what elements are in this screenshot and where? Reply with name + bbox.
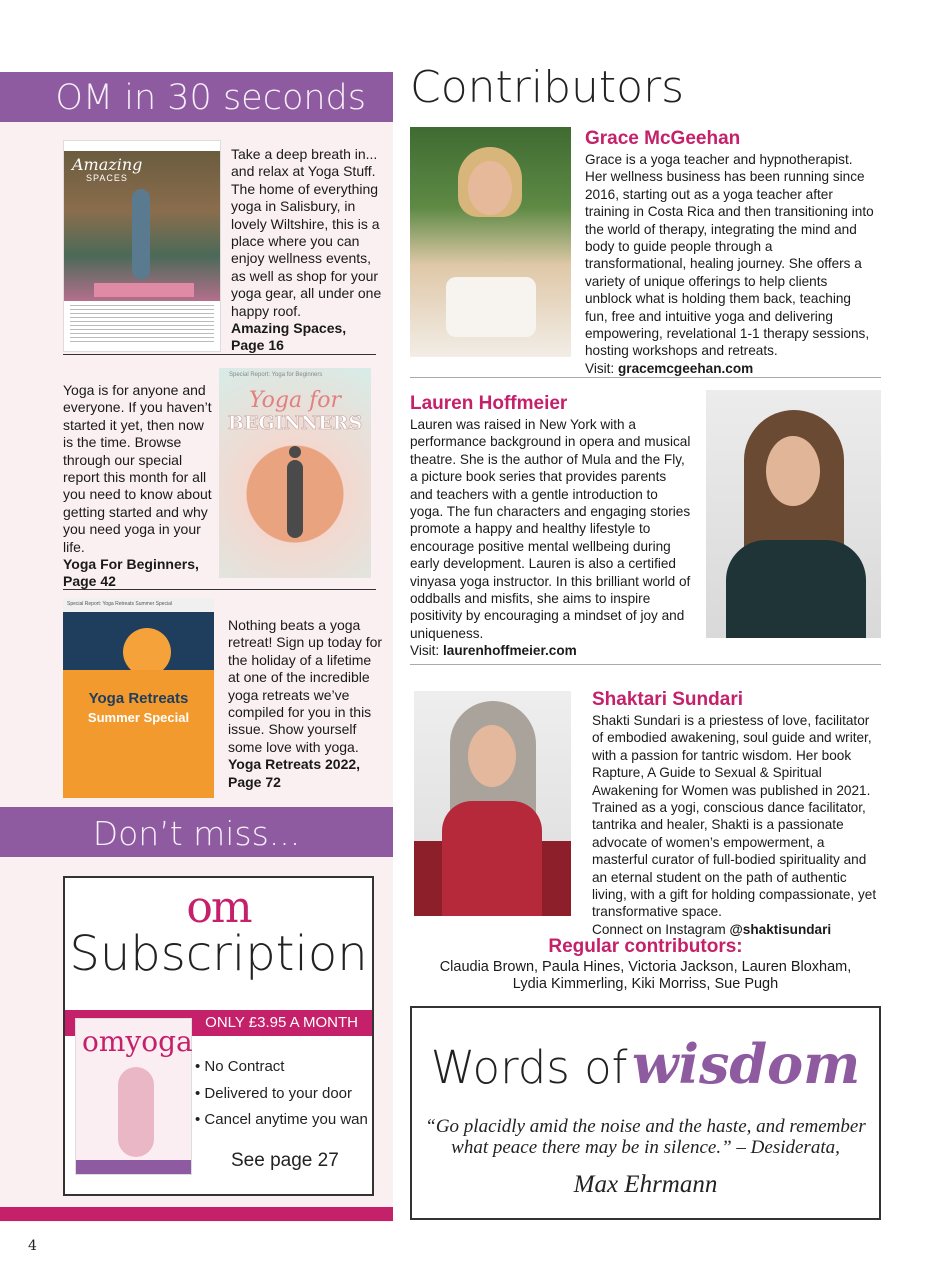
benefit-item: • Delivered to your door — [195, 1081, 368, 1108]
subscription-box[interactable] — [63, 876, 374, 1196]
teaser-beginners — [63, 382, 213, 591]
wisdom-title: Words of wisdom — [430, 1032, 861, 1096]
regular-contributors-title: Regular contributors: — [548, 936, 743, 957]
wisdom-author: Max Ehrmann — [573, 1171, 718, 1198]
words-of-wisdom-box — [410, 1006, 881, 1220]
thumb-small-label: Special Report: Yoga for Beginners — [229, 372, 323, 378]
visit-label: Visit: — [410, 643, 440, 659]
visit-label: Visit: — [585, 360, 615, 376]
thumb-title: Yoga for — [249, 388, 341, 413]
bio-text: Grace is a yoga teacher and hypnotherapist. Her wellness business has been running since 2016, starting out as a yoga teacher after training in Costa Rica and then transitioning into the world of therapy, integrating the mind and body to guide people through a transformational, healing journey. She offers a variety of unique offerings to help clients unblock what is holding them back, teaching fun, free and intuitive yoga and delivering empowering, revelational 1-1 therapy sessions, hosting workshops and retreats. — [585, 152, 874, 359]
subscription-benefits — [195, 1054, 368, 1134]
footer-bar — [0, 1207, 393, 1221]
see-page-link[interactable]: See page 27 — [231, 1150, 339, 1171]
teaser-ref-title[interactable]: Yoga Retreats 2022, — [228, 756, 361, 773]
bio-text: Lauren was raised in New York with a performance background in opera and musical theatre. She is the author of Mula and the Fly, a picture book series that provides parents and teachers with a gentle introduction to yoga. The fun characters and engaging stories promote a happy and healthy lifestyle to encourage positive mental wellbeing during early development. Lauren is also a certified vinyasa yoga instructor. In this brilliant world of oddballs and misfits, she aims to inspire positivity by encouraging a mindset of joy and uniqueness. — [410, 417, 691, 641]
teaser-amazing-spaces — [231, 146, 389, 355]
thumb-text-lines — [70, 305, 214, 345]
contributors-heading: Contributors — [410, 62, 685, 113]
magazine-cover — [75, 1018, 192, 1175]
om-in-30-banner: OM in 30 seconds — [0, 72, 393, 122]
divider — [63, 354, 376, 355]
bio-text: Shakti Sundari is a priestess of love, facilitator of embodied awakening, soul guide and writer, with a passion for tantric wisdom. Her book Rapture, A Guide to Sexual & Spiritual Awakening for Women was published in 2021. Trained as a yogi, conscious dance facilitator, tantrika and healer, Shakti is a passionate advocate of women’s empowerment, a masterful curator of full-bodied spirituality and an eternal student on the path of authentic living, with a gift for holding compassionate, yet transformative space. — [592, 713, 877, 920]
thumb-title-2: BEGINNERS — [227, 412, 363, 434]
wisdom-quote: “Go placidly amid the noise and the haste, and remember what peace there may be in silence.” – Desiderata, — [425, 1116, 866, 1158]
thumb-title-2: Summer Special — [87, 710, 190, 725]
teaser-retreats — [228, 617, 383, 791]
thumb-title: Yoga Retreats — [88, 690, 189, 707]
contributor-name: Lauren Hoffmeier — [410, 393, 568, 414]
regular-contributors-list: Claudia Brown, Paula Hines, Victoria Jackson, Lauren Bloxham, Lydia Kimmerling, Kiki Morriss, Sue Pugh — [439, 959, 852, 993]
instagram-link[interactable]: @shaktisundari — [729, 921, 832, 937]
divider — [410, 377, 881, 378]
divider — [63, 589, 376, 590]
page-number: 4 — [28, 1238, 37, 1254]
teaser-text: Take a deep breath in... and relax at Yoga Stuff. The home of everything yoga in Salisbury, in lovely Wiltshire, this is a place where you can enjoy wellness events, as well as shop for your yoga gear, all under one happy roof. — [231, 146, 382, 319]
dont-miss-banner: Don’t miss... — [0, 807, 393, 857]
om-logo: om — [186, 882, 251, 933]
teaser-text: Nothing beats a yoga retreat! Sign up today for the holiday of a lifetime at one of the incredible yoga retreats we’ve compiled for you in this issue. Show yourself some love with yoga. — [228, 617, 383, 755]
benefit-item: • Cancel anytime you wan — [195, 1107, 368, 1134]
contributor-bio — [585, 151, 877, 377]
cover-masthead: omyoga — [82, 1025, 193, 1058]
divider — [410, 664, 881, 665]
contributor-bio — [592, 712, 882, 938]
lauren-photo — [706, 390, 881, 638]
contributor-bio — [410, 416, 692, 660]
yoga-figure-icon — [289, 446, 301, 458]
teaser-ref-title[interactable]: Yoga For Beginners, — [63, 556, 199, 573]
teaser-ref-page[interactable]: Page 72 — [228, 773, 281, 790]
contributor-name: Shaktari Sundari — [592, 689, 743, 710]
sun-icon — [123, 628, 171, 676]
website-link[interactable]: laurenhoffmeier.com — [443, 643, 577, 659]
teaser-ref-title[interactable]: Amazing Spaces, — [231, 320, 347, 337]
contributor-name: Grace McGeehan — [585, 128, 741, 149]
teaser-ref-page[interactable]: Page 42 — [63, 573, 116, 590]
teaser-text: Yoga is for anyone and everyone. If you haven’t started it yet, then now is the time. Browse through our special report this month for all you need to know about getting started and why you need yoga in your life. — [63, 382, 212, 555]
shakti-photo — [414, 691, 571, 916]
thumb-title: Amazing — [72, 155, 143, 174]
price-bar: ONLY £3.95 A MONTH — [65, 1010, 372, 1036]
website-link[interactable]: gracemcgeehan.com — [618, 360, 754, 376]
visit-label: Connect on Instagram — [592, 921, 726, 937]
thumb-subtitle: SPACES — [86, 173, 128, 183]
benefit-item: • No Contract — [195, 1054, 368, 1081]
retreats-thumbnail[interactable] — [63, 598, 214, 798]
teaser-ref-page[interactable]: Page 16 — [231, 337, 284, 354]
amazing-spaces-thumbnail[interactable] — [63, 140, 221, 352]
subscription-title: Subscription — [69, 926, 368, 982]
beginners-thumbnail[interactable] — [219, 368, 371, 578]
thumb-small-label: Special Report: Yoga Retreats Summer Special — [67, 601, 173, 607]
grace-photo — [410, 127, 571, 357]
